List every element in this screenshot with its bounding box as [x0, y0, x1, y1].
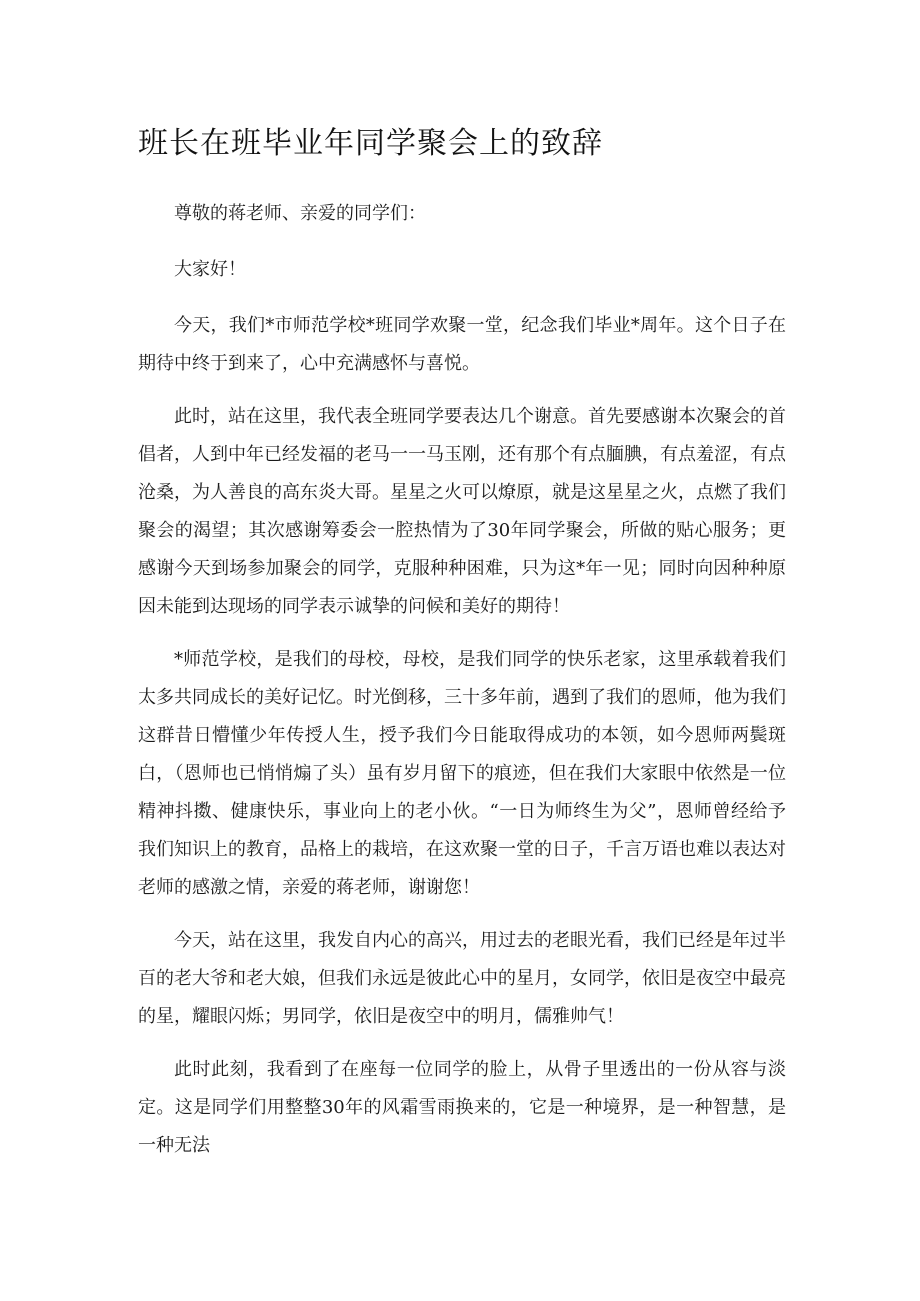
salutation-line: 尊敬的蒋老师、亲爱的同学们：	[174, 203, 426, 224]
greeting-line: 大家好！	[174, 259, 246, 280]
document-title: 班长在班毕业年同学聚会上的致辞	[138, 126, 603, 161]
document-body	[138, 195, 786, 1180]
paragraph-alma-mater: *师范学校，是我们的母校，母校，是我们同学的快乐老家，这里承载着我们太多共同成长的美好记忆。时光倒移，三十多年前，遇到了我们的恩师，他为我们这群昔日懵懂少年传授人生，授予我们今日能取得成功的本领，如今恩师两鬓斑白，（恩师也已悄悄煽了头）虽有岁月留下的痕迹，但在我们大家眼中依然是一位精神抖擞、健康快乐，事业向上的老小伙。“一日为师终生为父”，恩师曾经给予我们知识上的教育，品格上的栽培，在这欢聚一堂的日子，千言万语也难以表达对老师的感激之情，亲爱的蒋老师，谢谢您！	[138, 649, 786, 898]
paragraph-anniversary: 今天，我们*市师范学校*班同学欢聚一堂，纪念我们毕业*周年。这个日子在期待中终于到来了，心中充满感怀与喜悦。	[138, 315, 786, 374]
paragraph-this-moment: 此时此刻，我看到了在座每一位同学的脸上，从骨子里透出的一份从容与淡定。这是同学们用整整30年的风霜雪雨换来的，它是一种境界，是一种智慧，是一种无法	[138, 1059, 786, 1156]
paragraph-thanks: 此时，站在这里，我代表全班同学要表达几个谢意。首先要感谢本次聚会的首倡者，人到中年已经发福的老马一一马玉刚，还有那个有点腼腆，有点羞涩，有点沧桑，为人善良的高东炎大哥。星星之火可以燎原，就是这星星之火，点燃了我们聚会的渴望；其次感谢筹委会一腔热情为了30年同学聚会，所做的贴心服务；更感谢今天到场参加聚会的同学，克服种种困难，只为这*年一见；同时向因种种原因未能到达现场的同学表示诚挚的问候和美好的期待！	[138, 406, 786, 617]
paragraph-classmates: 今天，站在这里，我发自内心的高兴，用过去的老眼光看，我们已经是年过半百的老大爷和老大娘，但我们永远是彼此心中的星月，女同学，依旧是夜空中最亮的星，耀眼闪烁；男同学，依旧是夜空中的明月，儒雅帅气！	[138, 930, 786, 1027]
